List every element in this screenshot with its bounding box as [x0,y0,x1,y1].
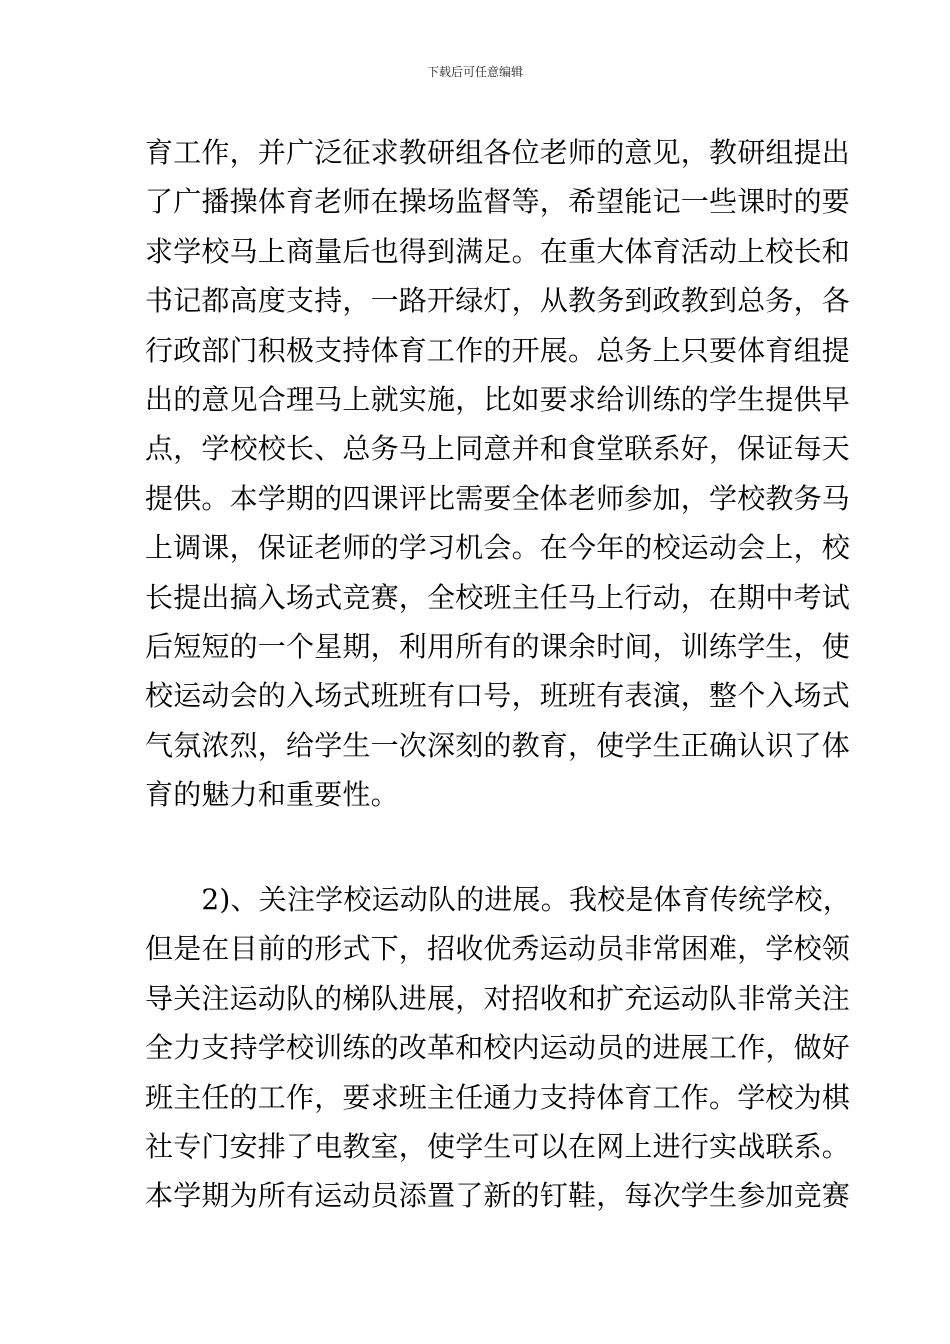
text-line: 上调课，保证老师的学习机会。在今年的校运动会上，校 [145,531,851,565]
paragraph-2 [145,875,851,1221]
text-line: 气氛浓烈，给学生一次深刻的教育，使学生正确认识了体 [145,728,851,762]
text-line: 导关注运动队的梯队进展，对招收和扩充运动队非常关注 [145,981,851,1015]
text-line: 后短短的一个星期，利用所有的课余时间，训练学生，使 [145,629,851,663]
text-line: 2)、关注学校运动队的进展。我校是体育传统学校， [145,883,851,916]
text-line: 育的魅力和重要性。 [145,778,399,812]
text-line: 社专门安排了电教室，使学生可以在网上进行实战联系。 [145,1129,851,1163]
text-line: 但是在目前的形式下，招收优秀运动员非常困难，学校领 [145,932,851,966]
paragraph-1 [145,128,851,819]
text-line: 校运动会的入场式班班有口号，班班有表演，整个入场式 [145,679,851,713]
text-line: 本学期为所有运动员添置了新的钉鞋，每次学生参加竞赛 [145,1179,851,1213]
text-line: 行政部门积极支持体育工作的开展。总务上只要体育组提 [145,333,851,367]
text-line: 育工作，并广泛征求教研组各位老师的意见，教研组提出 [145,136,851,169]
text-line: 书记都高度支持，一路开绿灯，从教务到政教到总务，各 [145,284,851,318]
text-line: 求学校马上商量后也得到满足。在重大体育活动上校长和 [145,234,851,268]
text-line: 提供。本学期的四课评比需要全体老师参加，学校教务马 [145,481,851,515]
text-line: 出的意见合理马上就实施，比如要求给训练的学生提供早 [145,382,851,416]
text-line: 点，学校校长、总务马上同意并和食堂联系好，保证每天 [145,432,851,466]
text-line: 全力支持学校训练的改革和校内运动员的进展工作，做好 [145,1031,851,1065]
text-line: 了广播操体育老师在操场监督等，希望能记一些课时的要 [145,185,851,219]
text-line: 班主任的工作，要求班主任通力支持体育工作。学校为棋 [145,1080,851,1114]
page-header: 下载后可任意编辑 [426,65,523,79]
text-line: 长提出搞入场式竞赛，全校班主任马上行动，在期中考试 [145,580,851,614]
